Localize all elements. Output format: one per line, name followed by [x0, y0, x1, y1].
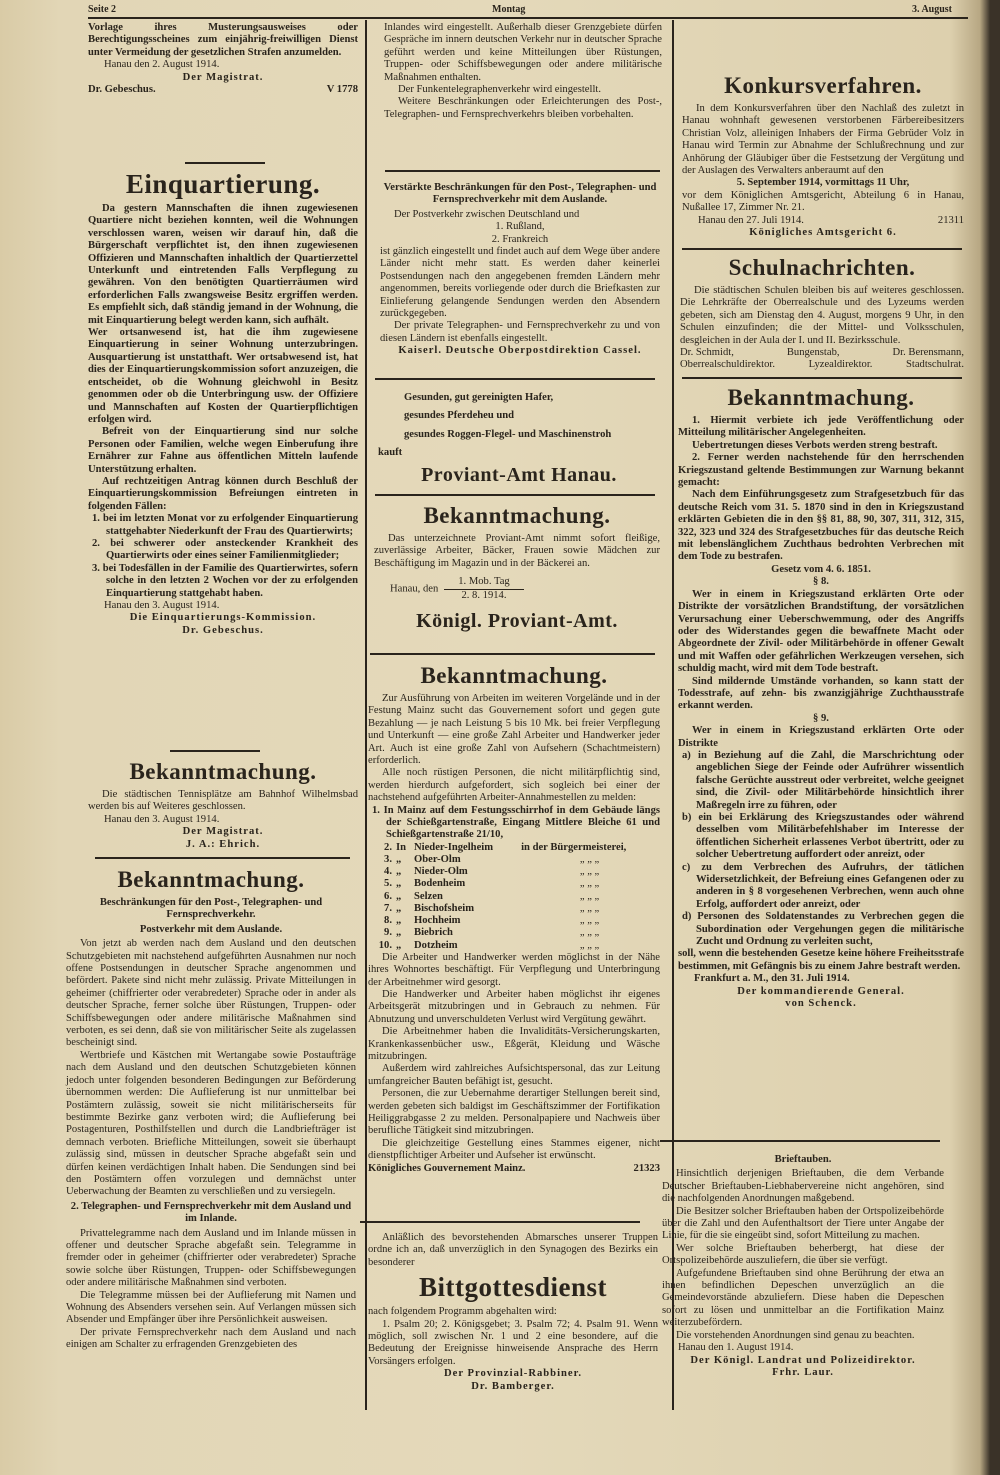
signature-item: Dr. Schmidt, — [680, 347, 734, 359]
subheading: Postverkehr mit dem Auslande. — [139, 923, 283, 935]
article-headline: Bekanntmachung. — [420, 663, 608, 688]
signature: Der Magistrat. — [182, 826, 264, 838]
divider — [185, 162, 265, 164]
paragraph: Die Handwerker und Arbeiter haben möglichst ihr eigenes Arbeitsgerät mitzubringen und in Gebrauch zu nehmen. Für Abnutzung und unverschuldeten Verlust wird Vergütung gewährt. — [368, 988, 660, 1025]
article-headline: Proviant-Amt Hanau. — [421, 463, 617, 486]
paragraph: Das unterzeichnete Proviant-Amt nimmt sofort fleißige, zuverlässige Arbeiter, Bäcker, Frauen sowie Mädchen zur Beschäftigung im Magazin und in der Bäckerei an. — [374, 533, 660, 569]
signature-row — [680, 359, 964, 371]
divider — [375, 378, 655, 380]
paragraph: Die Arbeiter und Handwerker werden möglichst in der Nähe ihres Wohnortes beschäftigt. Für Verpflegung und Unterbringung der Arbeitnehmer wird gesorgt. — [368, 951, 660, 988]
location-cell: Dotzheim — [414, 939, 458, 951]
article-headline: Bekanntmachung. — [727, 385, 915, 410]
divider — [360, 1221, 640, 1223]
location-row — [368, 915, 660, 927]
dateline: Frankfurt a. M., den 31. Juli 1914. — [694, 973, 850, 985]
weekday: Montag — [492, 4, 526, 15]
location-cell: 3. — [384, 854, 392, 866]
signature-row — [88, 84, 358, 96]
paragraph: soll, wenn die bestehenden Gesetze keine höhere Freiheitsstrafe bestimmen, mit Gefängnis bis zu einem Jahre bestraft werden. — [678, 948, 964, 972]
location-row — [368, 903, 660, 915]
paragraph: kauft — [378, 447, 403, 459]
article-headline: Königl. Proviant-Amt. — [416, 610, 618, 633]
location-row — [368, 854, 660, 866]
signature-item: Bungenstab, — [786, 347, 840, 359]
ad-line: Gesunden, gut gereinigten Hafer, — [404, 392, 554, 403]
location-cell: „ „ „ — [579, 927, 600, 939]
page-number: Seite 2 — [88, 4, 117, 15]
paragraph: Die Arbeitnehmer haben die Invaliditäts-Versicherungskarten, Krankenkassenbücher usw., Eßgerät, Kleidung und Wäsche mitzubringen. — [368, 1026, 660, 1062]
location-cell: Bischofsheim — [414, 902, 475, 914]
location-cell: „ „ „ — [579, 902, 600, 914]
paragraph: Wer ortsanwesend ist, hat die ihm zugewiesene Einquartierung in seiner Wohnung unterzubringen. Ausquartierung ist unstatthaft. Wer ortsabwesend ist, hat dies der Einquartierungskommission sofort anzuzeigen, die entscheidet, ob die Wohnung gleichwohl in Besitz genommen oder ob die Unterbringung usw. der Offiziere und Mannschaften auf Kosten der Quartierpflichtigen erfolgen wird. — [88, 327, 358, 425]
signature-item: 21311 — [937, 214, 964, 226]
location-row — [368, 878, 660, 890]
signature-item: Lyzealdirektor. — [808, 359, 873, 371]
location-cell: „ — [396, 939, 402, 951]
location-cell: 6. — [384, 890, 392, 902]
article-gouvernement-mainz — [368, 660, 660, 1175]
dateline: Hanau den 3. August 1914. — [104, 813, 220, 825]
paragraph: ist gänzlich eingestellt und findet auch auf dem Wege über andere Länder nicht mehr statt. Es werden daher keinerlei Postsendungen nach den angegebenen fremden Ländern mehr angenommen, bereits vorliegende oder durch die Briefkasten zur Einlieferung gelangende Sendungen werden den Absendern zurückgegeben. — [380, 246, 660, 320]
article-tennis — [88, 756, 358, 851]
signature-item: Dr. Gebeschus. — [88, 84, 156, 96]
date-bottom: 2. 8. 1914. — [461, 589, 507, 601]
dateline — [374, 576, 660, 602]
paragraph: Auf rechtzeitigen Antrag können durch Beschluß der Einquartierungskommission Befreiungen eintreten in folgenden Fällen: — [88, 475, 358, 512]
paragraph: Privattelegramme nach dem Ausland und im Inlande müssen in offener und deutscher Sprache abgefaßt sein. Telegramme in fremder oder in geheimer (chiffrierter oder verabredeter) Sprache sowie solche über Rüstungen, Truppen- oder Schiffsbewegungen oder andere militärische Maßnahmen sind verboten. — [66, 1227, 356, 1289]
paragraph: 1. Hiermit verbiete ich jede Veröffentlichung oder Mitteilung militärischer Angelegenheiten. — [678, 415, 964, 439]
location-cell: „ — [396, 854, 402, 866]
signature: Die Einquartierungs-Kommission. — [129, 612, 317, 624]
article-bittgottesdienst — [368, 1232, 658, 1393]
paragraph: Wer in einem in Kriegszustand erklärten Orte oder Distrikte — [678, 725, 964, 749]
subheading: 2. Telegraphen- und Fernsprechverkehr mit dem Ausland und im Inlande. — [70, 1200, 352, 1225]
location-cell: „ — [396, 866, 402, 878]
paragraph: Anläßlich des bevorstehenden Abmarsches unserer Truppen ordne ich an, daß unverzüglich in den Synagogen des Bezirks ein besonderer — [368, 1232, 658, 1268]
paragraph: vor dem Königlichen Amtsgericht, Abteilung 6 in Hanau, Nußallee 17, Zimmer Nr. 21. — [682, 189, 964, 214]
list-item: c) zu dem Verbrechen des Aufruhrs, der tätlichen Widersetzlichkeit, der Befreiung eines Gefangenen oder zu anderen in § 8 vorgesehenen Verbrechen, wenn auch ohne Erfolg, auffordert oder anreizt, oder — [682, 861, 964, 910]
paragraph: Nach dem Einführungsgesetz zum Strafgesetzbuch für das deutsche Reich vom 31. 5. 1870 sind in den in Kriegszustand erklärten Gebieten die in den §§ 81, 88, 90, 307, 311, 312, 315, 322, 323 und 324 des Strafgesetzbuches für das deutsche Reich mit lebenslänglichem Zuchthaus bedrohten Verbrechen mit dem Tode zu bestrafen. — [678, 489, 964, 563]
article-headline: Bekanntmachung. — [117, 867, 305, 892]
subheading: Brieftauben. — [774, 1154, 832, 1165]
paragraph: Befreit von der Einquartierung sind nur solche Personen oder Familien, welche wegen Einberufung ihre Ernährer zur Fahne aus öffentlichen Mitteln laufende Unterstützung erhalten. — [88, 426, 358, 475]
subheading: Verstärkte Beschränkungen für den Post-, Telegraphen- und Fernsprechverkehr mit dem Auslande. — [383, 182, 657, 206]
article-schulnachrichten — [680, 252, 964, 372]
signature: Kaiserl. Deutsche Oberpostdirektion Cassel. — [398, 345, 642, 357]
list-item: 1. bei im letzten Monat vor zu erfolgender Einquartierung stattgehabter Niederkunft der Frau des Quartierwirts; — [92, 513, 358, 537]
location-cell: Biebrich — [414, 927, 453, 939]
signature-item: Oberrealschuldirektor. — [680, 359, 776, 371]
signature-row — [368, 1163, 660, 1175]
location-cell: 2. — [384, 841, 392, 853]
list-line: 1. Rußland, — [495, 221, 545, 233]
article-musterung — [88, 22, 358, 96]
article-verstaerkte-beschraenkungen — [380, 180, 660, 358]
divider — [375, 494, 655, 496]
paragraph: Vorlage ihres Musterungsausweises oder Berechtigungsscheines zum einjährig-freiwilligen Dienst unter Vermeidung der gesetzlichen Strafen anzumelden. — [88, 22, 358, 58]
paragraph: Der Funkentelegraphenverkehr wird eingestellt. — [398, 84, 601, 96]
location-cell: „ „ „ — [579, 939, 600, 951]
paragraph: Die städtischen Tennisplätze am Bahnhof Wilhelmsbad werden bis auf Weiteres geschlossen. — [88, 789, 358, 813]
article-proviant-ad — [378, 386, 660, 491]
article-post-continued — [384, 22, 662, 121]
paragraph: Die städtischen Schulen bleiben bis auf weiteres geschlossen. Die Lehrkräfte der Oberrealschule und des Lyzeums werden gebeten, sich am Dienstag den 4. August, morgens 9 Uhr, in den Schulen einzufinden; die der Mittel- und Volksschulen, desgleichen in der Aula der I. und II. Bezirksschule. — [680, 285, 964, 346]
paragraph: Der Postverkehr zwischen Deutschland und — [394, 208, 580, 220]
article-headline: Schulnachrichten. — [728, 255, 916, 280]
paragraph: Wer in einem in Kriegszustand erklärten Orte oder Distrikte der vorsätzlichen Brandstiftung, der vorsätzlichen Verursachung einer Ueberschwemmung, oder des Angriffs oder des Widerstandes gegen die bewaffnete Macht oder Abgeordnete der Zivil- oder Militärbehörde in offener Gewalt und mit Waffen oder gefährlichen Werkzeugen versehen, sich schuldig macht, wird mit dem Tode bestraft. — [678, 588, 964, 675]
signature-item: Königliches Gouvernement Mainz. — [368, 1162, 526, 1174]
date-label: Hanau, den — [390, 583, 439, 595]
signature: Frhr. Laur. — [772, 1366, 834, 1378]
divider — [385, 170, 660, 172]
divider — [660, 1140, 940, 1142]
location-cell: Nieder-Olm — [414, 866, 468, 878]
divider — [682, 377, 962, 379]
location-cell: „ — [396, 915, 402, 927]
subheading: Beschränkungen für den Post-, Telegraphen- und Fernsprechverkehr. — [99, 897, 323, 921]
location-cell: „ „ „ — [579, 878, 600, 890]
location-cell: in der Bürgermeisterei, — [521, 841, 627, 853]
centered-line: § 8. — [813, 576, 829, 588]
paragraph: Die Besitzer solcher Brieftauben haben der Ortspolizeibehörde über die Zahl und den Aufenthaltsort der Tiere unter Angabe der Linie, für die sie eingeübt sind, sofort Mitteilung zu machen. — [662, 1205, 944, 1242]
paragraph: In dem Konkursverfahren über den Nachlaß des zuletzt in Hanau wohnhaft gewesenen verstorbenen Färbereibesitzers Christian Volz, alleinigen Inhabers der Firma Gebrüder Volz in Hanau wird Termin zur Abnahme der Schlußrechnung und zur Anhörung der Gläubiger über die Festsetzung der Vergütung und der Auslagen des Verwalters anberaumt auf den — [682, 103, 964, 177]
centered-line: Gesetz vom 4. 6. 1851. — [771, 563, 871, 575]
location-cell: Hochheim — [414, 915, 461, 927]
signature: J. A.: Ehrich. — [185, 838, 261, 850]
location-cell: „ — [396, 902, 402, 914]
paragraph: Die gleichzeitige Gestellung eines Stammes eigener, nicht dienstpflichtiger Arbeiter und Aufseher ist erwünscht. — [368, 1137, 660, 1162]
location-cell: Nieder-Ingelheim — [414, 841, 494, 853]
dateline: Hanau den 1. August 1914. — [678, 1342, 794, 1354]
divider — [682, 248, 962, 250]
issue-date: 3. August — [912, 4, 953, 15]
location-cell: „ „ „ — [579, 854, 600, 866]
centered-line: § 9. — [813, 712, 829, 724]
location-cell: „ — [396, 890, 402, 902]
signature: Königliches Amtsgericht 6. — [749, 227, 897, 239]
paragraph: Von jetzt ab werden nach dem Ausland und den deutschen Schutzgebieten mit nachstehend aufgeführten Ausnahmen nur noch offene Postsendungen in deutscher Sprache angenommen und befördert. Pakete sind nicht mehr zulässig. Private Mitteilungen in geheimer (chiffrierter oder verabredeter) Sprache oder in ander als deutscher Sprache, ferner solche über Rüstungen, Truppen- oder Schiffsbewegungen oder andere militärische Maßnahmen sind verboten, es sei denn, daß sie von militärischer Seite als zugelassen bescheinigt sind. — [66, 938, 356, 1049]
signature: Dr. Gebeschus. — [182, 624, 264, 636]
location-cell: „ „ „ — [579, 890, 600, 902]
ad-line: gesundes Pferdeheu und — [404, 410, 515, 422]
signature: von Schenck. — [785, 998, 857, 1010]
list-item: a) in Beziehung auf die Zahl, die Marschrichtung oder angeblichen Siege der Feinde oder Aufrührer wissentlich falsche Gerüchte ausstreut oder verbreitet, welche geeignet sind, die Zivil- oder Militärbehörde hinsichtlich ihrer Maßregeln irre zu führen, oder — [682, 749, 964, 811]
date-fraction — [444, 576, 523, 602]
article-postverkehr — [66, 864, 356, 1352]
location-row — [368, 940, 660, 952]
location-cell: Bodenheim — [414, 878, 466, 890]
divider — [95, 857, 350, 859]
article-headline: Bekanntmachung. — [423, 503, 611, 528]
article-proviant-amt — [374, 500, 660, 637]
paragraph: Hinsichtlich derjenigen Brieftauben, die dem Verbande Deutscher Brieftauben-Liebhabervereine nicht angehören, sind die nachfolgenden Anordnungen maßgebend. — [662, 1168, 944, 1205]
location-cell: „ — [396, 878, 402, 890]
paragraph: Wer solche Brieftauben beherbergt, hat diese der Ortspolizeibehörde auszuliefern, die über sie verfügt. — [662, 1242, 944, 1267]
signature-item: 21323 — [633, 1162, 660, 1174]
list-line: 2. Frankreich — [491, 233, 549, 245]
list-item: d) Personen des Soldatenstandes zu Verbrechen gegen die Subordination oder Vergehungen gegen die militärische Zucht und Ordnung zu verleiten sucht, — [682, 911, 964, 948]
article-kriegszustand — [678, 382, 964, 1011]
signature-row — [680, 347, 964, 359]
location-cell: Ober-Olm — [414, 854, 461, 866]
paragraph: Wertbriefe und Kästchen mit Wertangabe sowie Postaufträge nach dem Ausland und den deutschen Schutzgebieten können jedoch unter folgenden besonderen Bedingungen zur Beförderung übernommen werden: Die Auflieferung ist nur unmittelbar bei Postämtern zulässig, soweit sie nicht militärischerseits für bestimmte Bezirke ganz verboten wird; die Auflieferung bei Postagenturen, Posthilfstellen und durch die Landbriefträger ist demnach verboten. Briefliche Mitteilungen, soweit sie überhaupt zulässig sind, müssen in deutscher Sprache abgefaßt sein und dürfen keinen verdächtigen Inhalt haben. Die Sendungen sind bei den Postämtern offen vorzulegen und demnächst unter Ueberwachung der Beamten zu verschließen und zu versiegeln. — [66, 1049, 356, 1198]
location-row — [368, 927, 660, 939]
article-headline: Konkursverfahren. — [724, 73, 922, 98]
location-cell: 4. — [384, 866, 392, 878]
paragraph: Aufgefundene Brieftauben sind ohne Berührung der etwa an ihnen befindlichen Depeschen unverzüglich an die Gemeindevorstände abzuliefern. Diese haben die Depeschen sofort zu lösen und unmittelbar an die Fortifikation Mainz weiterzubefördern. — [662, 1267, 944, 1329]
location-cell: Selzen — [414, 890, 443, 902]
divider — [370, 653, 655, 655]
list-item: 3. bei Todesfällen in der Familie des Quartierwirtes, sofern solche in den letzten 2 Wochen vor der zu erfolgenden Einquartierung stattgehabt haben. — [92, 562, 358, 599]
signature: Der Magistrat. — [182, 71, 264, 83]
paragraph: Personen, die zur Uebernahme derartiger Stellungen bereit sind, werden gebeten sich baldigst im Geschäftszimmer der Fortifikation Heiliggrabgasse 2 zu melden. Personalpapiere und Nachweis über berufliche Tätigkeit sind mitzubringen. — [368, 1088, 660, 1137]
location-cell: „ „ „ — [579, 866, 600, 878]
location-row — [368, 866, 660, 878]
paragraph: Die vorstehenden Anordnungen sind genau zu beachten. — [676, 1329, 915, 1341]
divider — [170, 750, 260, 752]
list-item: 1. In Mainz auf dem Festungsschirrhof in dem Gebäude längs der Schießgartenstraße, Eingang Mittlere Bleiche 61 und Schießgartenstraße 21/10, — [372, 804, 660, 841]
signature-item: V 1778 — [326, 84, 358, 96]
signature-item: Dr. Berensmann, — [892, 347, 964, 359]
dateline: Hanau den 2. August 1914. — [104, 59, 220, 71]
column-divider — [365, 20, 367, 1410]
ad-line: gesundes Roggen-Flegel- und Maschinenstroh — [404, 428, 612, 440]
location-row — [368, 842, 660, 854]
article-konkursverfahren — [682, 70, 964, 239]
signature-row — [682, 215, 964, 227]
paragraph: Inlandes wird eingestellt. Außerhalb dieser Grenzgebiete dürfen Gespräche im innern deutschen Verkehr nur in deutscher Sprache geführt werden und keine Mitteilungen über Rüstungen, Truppen- oder Schiffsbewegungen oder andere militärische Maßnahmen enthalten. — [384, 22, 662, 83]
article-headline: Einquartierung. — [125, 169, 321, 199]
paragraph: Da gestern Mannschaften die ihnen zugewiesenen Quartiere nicht beziehen konnten, weil die Wohnungen verschlossen waren, weisen wir darauf hin, daß die Bürgerschaft verpflichtet ist, den ihnen zugewiesenen Offizieren und Mannschaften inhaltlich der Quartierzettel Unterkunft und eintretenden Falls Verpflegung zu gewähren. Von den benötigten Quartierräumen wird erforderlichen Falls zwangsweise Besitz ergriffen werden. Es empfiehlt sich, daß ständig jemand in der Wohnung, die mit Einquartierung belegt werden kann, sich aufhält. — [88, 203, 358, 326]
paragraph: Der private Telegraphen- und Fernsprechverkehr zu und von diesen Ländern ist ebenfalls eingestellt. — [380, 320, 660, 344]
article-brieftauben — [662, 1152, 944, 1379]
location-row — [368, 891, 660, 903]
location-cell: 7. — [384, 902, 392, 914]
article-einquartierung — [88, 166, 358, 637]
paragraph: Der private Fernsprechverkehr nach dem Ausland und nach einigen am Schalter zu erfragenden Grenzgebieten des — [66, 1326, 356, 1351]
location-cell: 8. — [384, 915, 392, 927]
signature: Der Königl. Landrat und Polizeidirektor. — [690, 1354, 916, 1366]
article-headline: Bittgottesdienst — [419, 1272, 607, 1303]
list-item: 2. bei schwerer oder ansteckender Krankheit des Quartierwirts oder eines seiner Familienmitglieder; — [92, 537, 358, 562]
paragraph: Weitere Beschränkungen oder Erleichterungen des Post-, Telegraphen- und Fernsprechverkehrs bleiben vorbehalten. — [384, 96, 662, 120]
article-headline: Bekanntmachung. — [129, 759, 317, 784]
location-cell: 10. — [378, 939, 392, 951]
signature-item: Stadtschulrat. — [906, 359, 964, 371]
signature: Der kommandierende General. — [737, 985, 905, 997]
location-cell: „ — [396, 927, 402, 939]
location-cell: In — [396, 841, 407, 853]
header-rule — [88, 17, 968, 19]
signature: Der Provinzial-Rabbiner. — [444, 1368, 582, 1380]
paragraph: nach folgendem Programm abgehalten wird: — [368, 1306, 557, 1318]
paragraph: Zur Ausführung von Arbeiten im weiteren Vorgelände und in der Festung Mainz sucht das Gouvernement sofort und gegen gute Bezahlung — je nach Leistung 5 bis 10 Mk. bei freier Verpflegung und Unterkunft — eine große Zahl Arbeiter und Handwerker jeder Art. Auch ist eine große Zahl von Aufsehern (Schachtmeistern) erforderlich. — [368, 693, 660, 767]
list-item: b) ein bei Erklärung des Kriegszustandes oder während desselben vom Militärbefehlshaber im Interesse der öffentlichen Sicherheit erlassenes Verbot übertritt, oder zu solcher Uebertretung auffordert oder anreizt, oder — [682, 812, 964, 861]
paragraph: Alle noch rüstigen Personen, die nicht militärpflichtig sind, werden hierdurch aufgefordert, sich sogleich bei einer der nachstehend aufgeführten Arbeiter-Annahmestellen zu melden: — [368, 767, 660, 804]
location-cell: 5. — [384, 878, 392, 890]
centered-line: 5. September 1914, vormittags 11 Uhr, — [736, 177, 910, 189]
paragraph: 2. Ferner werden nachstehende für den herrschenden Kriegszustand geltende Bestimmungen zur Warnung bekannt gemacht: — [678, 452, 964, 489]
signature-item: Hanau den 27. Juli 1914. — [698, 214, 804, 226]
paragraph: 1. Psalm 20; 2. Königsgebet; 3. Psalm 72; 4. Psalm 91. Wenn möglich, soll zwischen Nr. 1 und 2 eine besondere, auf die Bedeutung der Ereignisse hinweisende Ansprache des Herrn Vorsängers erfolgen. — [368, 1318, 658, 1367]
paragraph: Die Telegramme müssen bei der Auflieferung mit Namen und Wohnung des Absenders versehen sein. Auf Verlangen müssen sich Absender und Empfänger über ihre Persönlichkeit ausweisen. — [66, 1289, 356, 1326]
location-cell: „ „ „ — [579, 915, 600, 927]
paragraph: Uebertretungen dieses Verbots werden streng bestraft. — [692, 439, 938, 451]
location-table — [368, 842, 660, 952]
paragraph: Außerdem wird zahlreiches Aufsichtspersonal, das zur Leitung umfangreicher Bauten befähigt ist, gesucht. — [368, 1063, 660, 1087]
dateline: Hanau den 3. August 1914. — [104, 600, 220, 611]
signature: Dr. Bamberger. — [471, 1380, 555, 1392]
paragraph: Sind mildernde Umstände vorhanden, so kann statt der Todesstrafe, auf zehn- bis zwanzigjährige Zuchthausstrafe erkannt werden. — [678, 675, 964, 712]
date-top: 1. Mob. Tag — [444, 576, 523, 589]
location-cell: 9. — [384, 927, 392, 939]
